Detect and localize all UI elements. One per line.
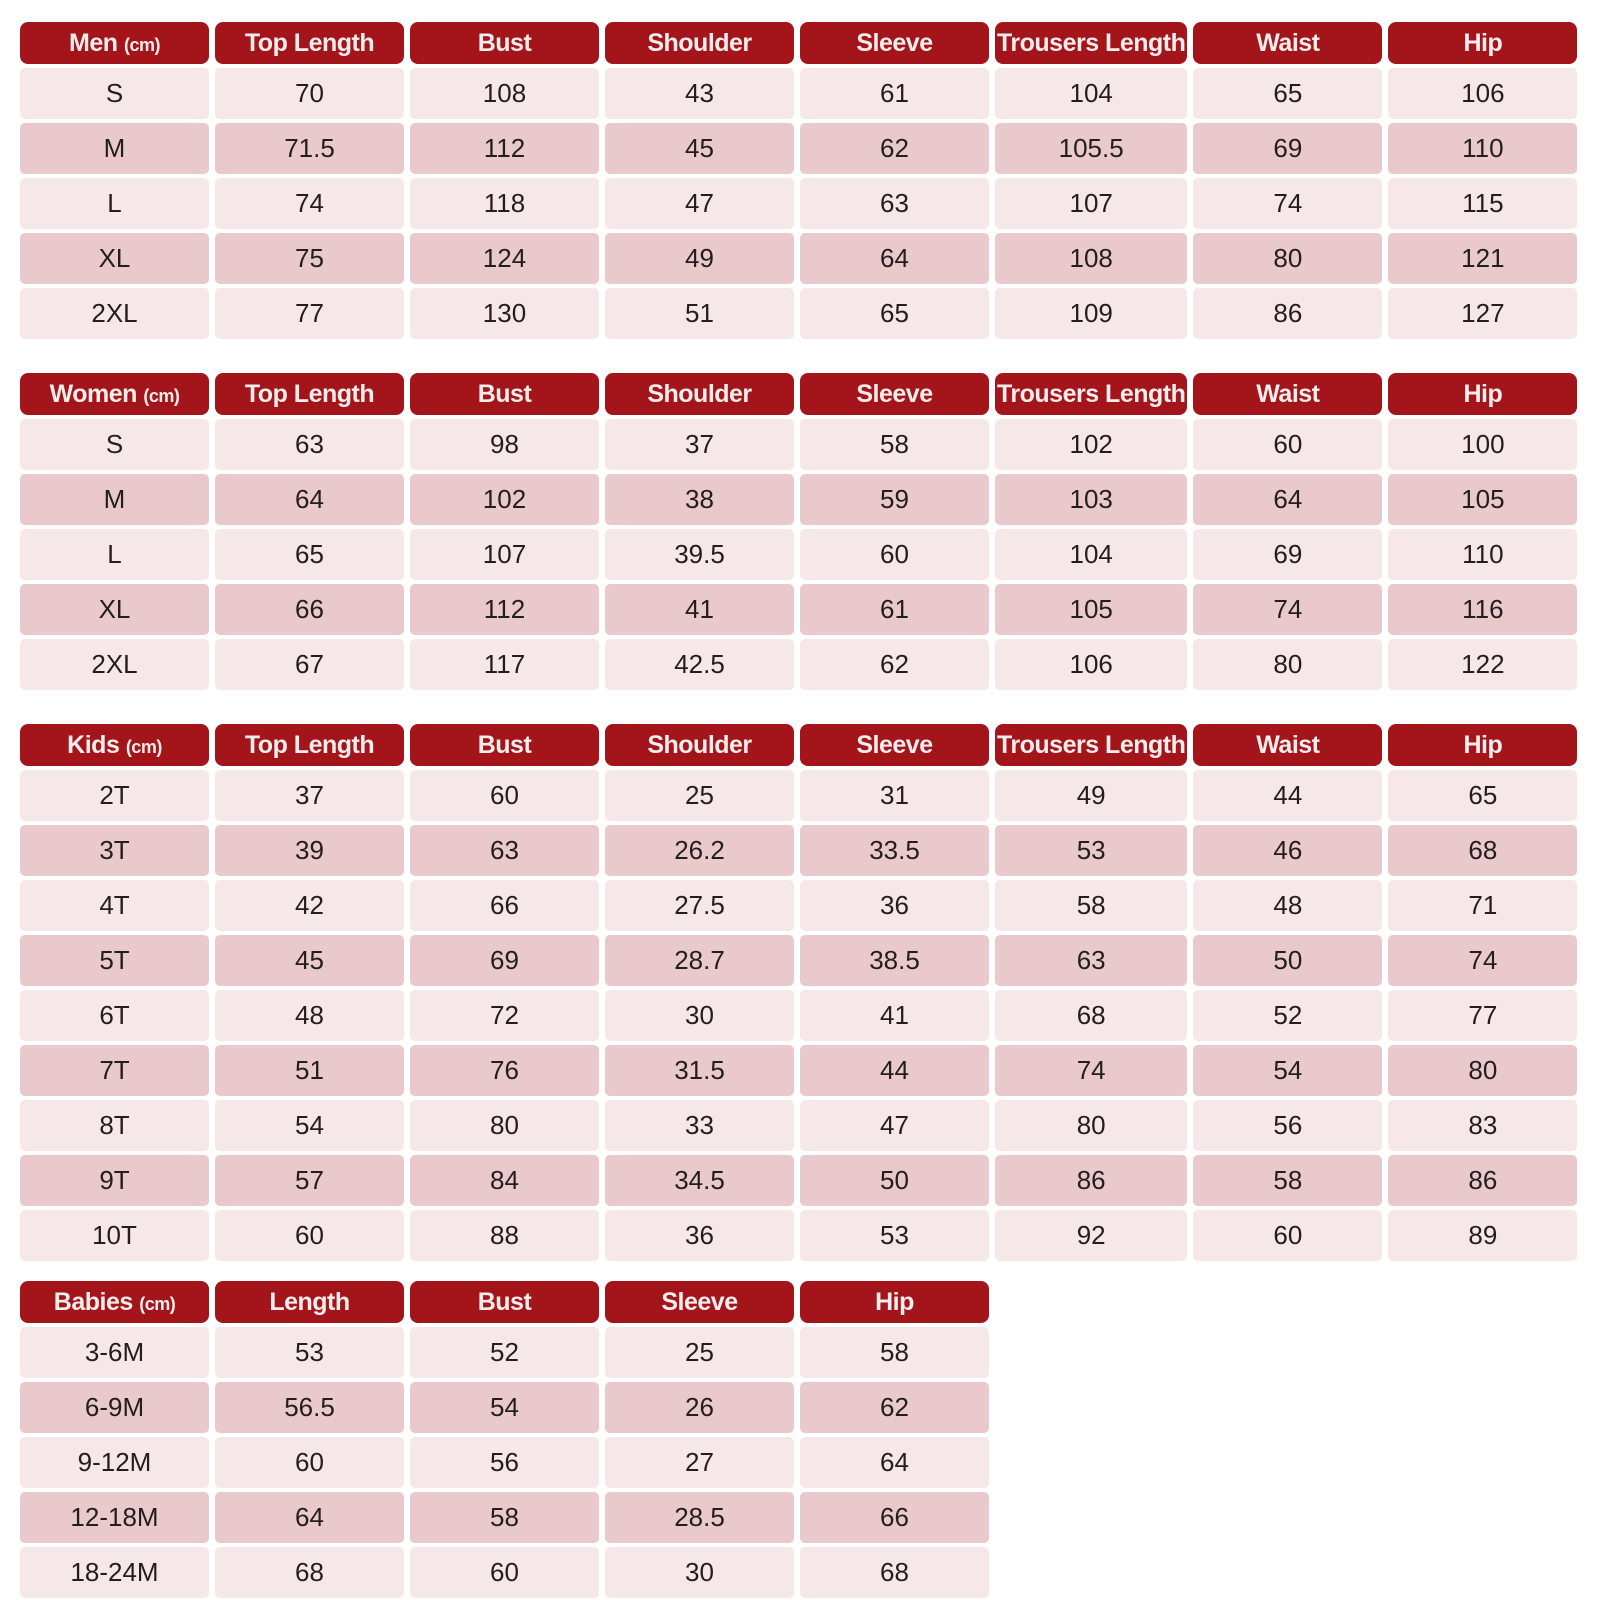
measurement-value-cell: 54 (1193, 1045, 1382, 1096)
measurement-value-cell: 71 (1388, 880, 1577, 931)
table-row (20, 639, 1577, 690)
measurement-value-cell: 64 (800, 233, 989, 284)
measurement-value-cell: 65 (1388, 770, 1577, 821)
measurement-value-cell: 34.5 (605, 1155, 794, 1206)
measurement-value-cell: 48 (1193, 880, 1382, 931)
measurement-value-cell: 121 (1388, 233, 1577, 284)
measurement-value-cell: 65 (215, 529, 404, 580)
table-row (20, 1437, 989, 1488)
measurement-value-cell: 49 (605, 233, 794, 284)
measurement-value-cell: 63 (995, 935, 1187, 986)
measurement-value-cell: 60 (215, 1437, 404, 1488)
women-size-table (14, 369, 1583, 694)
table-title: Babies (53, 1287, 133, 1316)
measurement-value-cell: 106 (995, 639, 1187, 690)
table-unit: (cm) (143, 385, 180, 406)
column-header-bust: Bust (410, 1281, 599, 1323)
size-label-cell: M (20, 123, 209, 174)
measurement-value-cell: 66 (800, 1492, 989, 1543)
measurement-value-cell: 110 (1388, 529, 1577, 580)
size-label-cell: 4T (20, 880, 209, 931)
column-header-hip: Hip (1388, 22, 1577, 64)
measurement-value-cell: 30 (605, 990, 794, 1041)
measurement-value-cell: 41 (605, 584, 794, 635)
size-label-cell: 8T (20, 1100, 209, 1151)
measurement-value-cell: 60 (215, 1210, 404, 1261)
measurement-value-cell: 42.5 (605, 639, 794, 690)
measurement-value-cell: 57 (215, 1155, 404, 1206)
measurement-value-cell: 28.5 (605, 1492, 794, 1543)
measurement-value-cell: 36 (800, 880, 989, 931)
measurement-value-cell: 69 (1193, 123, 1382, 174)
table-row (20, 1382, 989, 1433)
measurement-value-cell: 124 (410, 233, 599, 284)
column-header-top-length: Top Length (215, 724, 404, 766)
measurement-value-cell: 59 (800, 474, 989, 525)
measurement-value-cell: 26 (605, 1382, 794, 1433)
measurement-value-cell: 102 (995, 419, 1187, 470)
column-header-waist: Waist (1193, 22, 1382, 64)
measurement-value-cell: 68 (800, 1547, 989, 1598)
column-header-length: Length (215, 1281, 404, 1323)
measurement-value-cell: 62 (800, 123, 989, 174)
babies-size-table (14, 1277, 995, 1600)
measurement-value-cell: 109 (995, 288, 1187, 339)
measurement-value-cell: 112 (410, 584, 599, 635)
measurement-value-cell: 74 (1193, 178, 1382, 229)
measurement-value-cell: 51 (605, 288, 794, 339)
measurement-value-cell: 27.5 (605, 880, 794, 931)
table-title-cell (20, 1281, 209, 1323)
measurement-value-cell: 41 (800, 990, 989, 1041)
measurement-value-cell: 116 (1388, 584, 1577, 635)
column-header-trousers-length: Trousers Length (995, 373, 1187, 415)
measurement-value-cell: 33 (605, 1100, 794, 1151)
header-row (20, 724, 1577, 766)
table-row (20, 1045, 1577, 1096)
measurement-value-cell: 48 (215, 990, 404, 1041)
column-header-trousers-length: Trousers Length (995, 724, 1187, 766)
measurement-value-cell: 130 (410, 288, 599, 339)
measurement-value-cell: 62 (800, 639, 989, 690)
measurement-value-cell: 66 (410, 880, 599, 931)
measurement-value-cell: 27 (605, 1437, 794, 1488)
measurement-value-cell: 31 (800, 770, 989, 821)
measurement-value-cell: 58 (410, 1492, 599, 1543)
column-header-hip: Hip (1388, 373, 1577, 415)
measurement-value-cell: 64 (1193, 474, 1382, 525)
measurement-value-cell: 46 (1193, 825, 1382, 876)
measurement-value-cell: 118 (410, 178, 599, 229)
measurement-value-cell: 56.5 (215, 1382, 404, 1433)
table-row (20, 233, 1577, 284)
measurement-value-cell: 68 (995, 990, 1187, 1041)
header-row (20, 22, 1577, 64)
measurement-value-cell: 64 (800, 1437, 989, 1488)
size-label-cell: 2XL (20, 288, 209, 339)
size-label-cell: 12-18M (20, 1492, 209, 1543)
measurement-value-cell: 86 (1193, 288, 1382, 339)
column-header-sleeve: Sleeve (800, 724, 989, 766)
size-label-cell: 10T (20, 1210, 209, 1261)
measurement-value-cell: 117 (410, 639, 599, 690)
measurement-value-cell: 64 (215, 474, 404, 525)
measurement-value-cell: 45 (605, 123, 794, 174)
size-label-cell: 2T (20, 770, 209, 821)
measurement-value-cell: 70 (215, 68, 404, 119)
measurement-value-cell: 38.5 (800, 935, 989, 986)
measurement-value-cell: 98 (410, 419, 599, 470)
measurement-value-cell: 74 (1388, 935, 1577, 986)
column-header-bust: Bust (410, 724, 599, 766)
measurement-value-cell: 33.5 (800, 825, 989, 876)
measurement-value-cell: 60 (1193, 419, 1382, 470)
size-label-cell: 18-24M (20, 1547, 209, 1598)
column-header-trousers-length: Trousers Length (995, 22, 1187, 64)
size-label-cell: 6T (20, 990, 209, 1041)
measurement-value-cell: 67 (215, 639, 404, 690)
size-label-cell: 2XL (20, 639, 209, 690)
size-label-cell: S (20, 68, 209, 119)
table-row (20, 990, 1577, 1041)
measurement-value-cell: 26.2 (605, 825, 794, 876)
table-title: Kids (67, 730, 120, 759)
column-header-bust: Bust (410, 22, 599, 64)
table-row (20, 419, 1577, 470)
table-title-cell (20, 22, 209, 64)
column-header-shoulder: Shoulder (605, 724, 794, 766)
measurement-value-cell: 83 (1388, 1100, 1577, 1151)
measurement-value-cell: 74 (995, 1045, 1187, 1096)
measurement-value-cell: 50 (1193, 935, 1382, 986)
measurement-value-cell: 58 (995, 880, 1187, 931)
measurement-value-cell: 60 (410, 1547, 599, 1598)
table-row (20, 1155, 1577, 1206)
header-row (20, 373, 1577, 415)
measurement-value-cell: 25 (605, 770, 794, 821)
measurement-value-cell: 103 (995, 474, 1187, 525)
measurement-value-cell: 84 (410, 1155, 599, 1206)
measurement-value-cell: 28.7 (605, 935, 794, 986)
table-row (20, 770, 1577, 821)
measurement-value-cell: 108 (410, 68, 599, 119)
measurement-value-cell: 100 (1388, 419, 1577, 470)
measurement-value-cell: 106 (1388, 68, 1577, 119)
size-label-cell: M (20, 474, 209, 525)
measurement-value-cell: 44 (1193, 770, 1382, 821)
measurement-value-cell: 112 (410, 123, 599, 174)
measurement-value-cell: 58 (800, 419, 989, 470)
table-row (20, 935, 1577, 986)
measurement-value-cell: 37 (215, 770, 404, 821)
measurement-value-cell: 60 (800, 529, 989, 580)
measurement-value-cell: 105.5 (995, 123, 1187, 174)
table-title: Women (49, 379, 137, 408)
measurement-value-cell: 58 (800, 1327, 989, 1378)
measurement-value-cell: 69 (1193, 529, 1382, 580)
size-label-cell: S (20, 419, 209, 470)
measurement-value-cell: 105 (1388, 474, 1577, 525)
measurement-value-cell: 89 (1388, 1210, 1577, 1261)
size-label-cell: 3-6M (20, 1327, 209, 1378)
column-header-shoulder: Shoulder (605, 373, 794, 415)
table-row (20, 880, 1577, 931)
measurement-value-cell: 92 (995, 1210, 1187, 1261)
column-header-top-length: Top Length (215, 373, 404, 415)
measurement-value-cell: 74 (1193, 584, 1382, 635)
measurement-value-cell: 68 (1388, 825, 1577, 876)
measurement-value-cell: 52 (1193, 990, 1382, 1041)
table-row (20, 1100, 1577, 1151)
measurement-value-cell: 47 (605, 178, 794, 229)
measurement-value-cell: 42 (215, 880, 404, 931)
size-label-cell: XL (20, 233, 209, 284)
measurement-value-cell: 77 (215, 288, 404, 339)
measurement-value-cell: 80 (1193, 639, 1382, 690)
table-unit: (cm) (123, 34, 160, 55)
table-unit: (cm) (139, 1293, 176, 1314)
measurement-value-cell: 110 (1388, 123, 1577, 174)
measurement-value-cell: 104 (995, 529, 1187, 580)
measurement-value-cell: 115 (1388, 178, 1577, 229)
measurement-value-cell: 107 (995, 178, 1187, 229)
measurement-value-cell: 51 (215, 1045, 404, 1096)
measurement-value-cell: 88 (410, 1210, 599, 1261)
table-row (20, 825, 1577, 876)
table-row (20, 288, 1577, 339)
table-row (20, 1547, 989, 1598)
measurement-value-cell: 86 (1388, 1155, 1577, 1206)
column-header-waist: Waist (1193, 373, 1382, 415)
table-title-cell (20, 373, 209, 415)
size-label-cell: 9-12M (20, 1437, 209, 1488)
measurement-value-cell: 102 (410, 474, 599, 525)
measurement-value-cell: 49 (995, 770, 1187, 821)
measurement-value-cell: 66 (215, 584, 404, 635)
column-header-bust: Bust (410, 373, 599, 415)
measurement-value-cell: 25 (605, 1327, 794, 1378)
measurement-value-cell: 105 (995, 584, 1187, 635)
measurement-value-cell: 65 (1193, 68, 1382, 119)
column-header-sleeve: Sleeve (800, 22, 989, 64)
column-header-waist: Waist (1193, 724, 1382, 766)
table-row (20, 529, 1577, 580)
measurement-value-cell: 80 (995, 1100, 1187, 1151)
measurement-value-cell: 50 (800, 1155, 989, 1206)
table-unit: (cm) (125, 736, 162, 757)
measurement-value-cell: 53 (215, 1327, 404, 1378)
measurement-value-cell: 76 (410, 1045, 599, 1096)
measurement-value-cell: 80 (410, 1100, 599, 1151)
measurement-value-cell: 54 (215, 1100, 404, 1151)
measurement-value-cell: 54 (410, 1382, 599, 1433)
table-title-cell (20, 724, 209, 766)
column-header-hip: Hip (1388, 724, 1577, 766)
table-row (20, 1210, 1577, 1261)
column-header-shoulder: Shoulder (605, 22, 794, 64)
measurement-value-cell: 107 (410, 529, 599, 580)
measurement-value-cell: 60 (1193, 1210, 1382, 1261)
measurement-value-cell: 75 (215, 233, 404, 284)
size-label-cell: 9T (20, 1155, 209, 1206)
table-row (20, 123, 1577, 174)
measurement-value-cell: 80 (1193, 233, 1382, 284)
size-label-cell: XL (20, 584, 209, 635)
column-header-top-length: Top Length (215, 22, 404, 64)
measurement-value-cell: 122 (1388, 639, 1577, 690)
size-label-cell: 7T (20, 1045, 209, 1096)
measurement-value-cell: 68 (215, 1547, 404, 1598)
table-row (20, 584, 1577, 635)
measurement-value-cell: 47 (800, 1100, 989, 1151)
size-label-cell: 5T (20, 935, 209, 986)
table-row (20, 178, 1577, 229)
measurement-value-cell: 80 (1388, 1045, 1577, 1096)
men-size-table (14, 18, 1583, 343)
measurement-value-cell: 39.5 (605, 529, 794, 580)
measurement-value-cell: 63 (800, 178, 989, 229)
measurement-value-cell: 77 (1388, 990, 1577, 1041)
measurement-value-cell: 53 (995, 825, 1187, 876)
measurement-value-cell: 56 (1193, 1100, 1382, 1151)
measurement-value-cell: 63 (410, 825, 599, 876)
table-row (20, 474, 1577, 525)
measurement-value-cell: 31.5 (605, 1045, 794, 1096)
measurement-value-cell: 56 (410, 1437, 599, 1488)
measurement-value-cell: 64 (215, 1492, 404, 1543)
size-label-cell: L (20, 178, 209, 229)
table-row (20, 1327, 989, 1378)
column-header-sleeve: Sleeve (800, 373, 989, 415)
measurement-value-cell: 69 (410, 935, 599, 986)
measurement-value-cell: 43 (605, 68, 794, 119)
table-title: Men (69, 28, 118, 57)
kids-size-table (14, 720, 1583, 1265)
measurement-value-cell: 61 (800, 584, 989, 635)
measurement-value-cell: 44 (800, 1045, 989, 1096)
measurement-value-cell: 60 (410, 770, 599, 821)
measurement-value-cell: 104 (995, 68, 1187, 119)
measurement-value-cell: 108 (995, 233, 1187, 284)
measurement-value-cell: 36 (605, 1210, 794, 1261)
column-header-sleeve: Sleeve (605, 1281, 794, 1323)
measurement-value-cell: 45 (215, 935, 404, 986)
measurement-value-cell: 65 (800, 288, 989, 339)
measurement-value-cell: 71.5 (215, 123, 404, 174)
measurement-value-cell: 38 (605, 474, 794, 525)
measurement-value-cell: 127 (1388, 288, 1577, 339)
measurement-value-cell: 39 (215, 825, 404, 876)
table-row (20, 68, 1577, 119)
table-row (20, 1492, 989, 1543)
column-header-hip: Hip (800, 1281, 989, 1323)
size-label-cell: 3T (20, 825, 209, 876)
measurement-value-cell: 58 (1193, 1155, 1382, 1206)
header-row (20, 1281, 989, 1323)
measurement-value-cell: 37 (605, 419, 794, 470)
measurement-value-cell: 72 (410, 990, 599, 1041)
measurement-value-cell: 61 (800, 68, 989, 119)
measurement-value-cell: 63 (215, 419, 404, 470)
measurement-value-cell: 74 (215, 178, 404, 229)
size-label-cell: 6-9M (20, 1382, 209, 1433)
measurement-value-cell: 30 (605, 1547, 794, 1598)
measurement-value-cell: 52 (410, 1327, 599, 1378)
measurement-value-cell: 86 (995, 1155, 1187, 1206)
measurement-value-cell: 53 (800, 1210, 989, 1261)
measurement-value-cell: 62 (800, 1382, 989, 1433)
size-label-cell: L (20, 529, 209, 580)
